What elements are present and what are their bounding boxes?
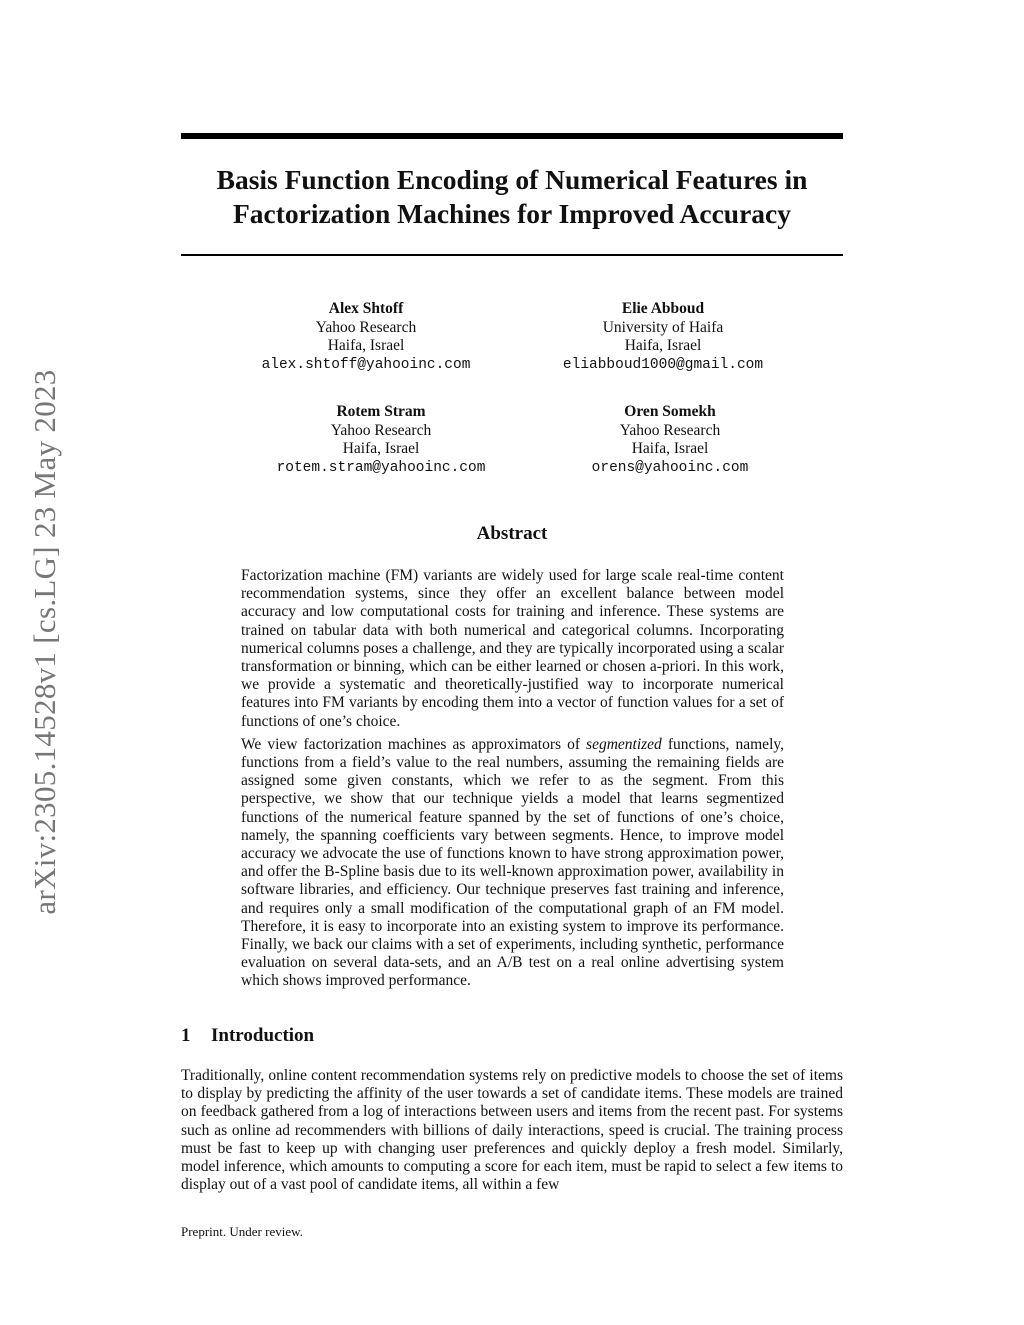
abstract-paragraph-2 xyxy=(241,736,784,991)
section-title: Introduction xyxy=(211,1025,315,1046)
author-location: Haifa, Israel xyxy=(624,337,702,354)
author-block-elie-abboud xyxy=(483,300,843,374)
author-location: Haifa, Israel xyxy=(631,440,709,457)
author-location: Haifa, Israel xyxy=(327,337,405,354)
abstract-p2-emphasis: segmentized xyxy=(586,735,662,753)
author-location: Haifa, Israel xyxy=(342,440,420,457)
author-name: Alex Shtoff xyxy=(328,300,404,317)
author-email[interactable]: alex.shtoff@yahooinc.com xyxy=(261,356,471,373)
title-bottom-rule xyxy=(181,254,843,256)
section-heading-introduction xyxy=(181,1024,314,1048)
title-top-rule xyxy=(181,133,843,139)
abstract-p2-lead: We view factorization machines as approximators of xyxy=(241,735,587,753)
paper-title xyxy=(181,163,843,231)
abstract-p2-rest: functions, namely, functions from a field’s value to the real numbers, assuming the remaining fields are assigned some given constants, which we refer to as the segment. From this perspective, we show that our technique yields a model that learns segmentized functions of the numerical feature spanned by the set of functions of one’s choice, namely, the spanning coefficients vary between segments. Hence, to improve model accuracy we advocate the use of functions known to have strong approximation power, and offer the B-Spline basis due to its well-known approximation power, availability in software libraries, and efficiency. Our technique preserves fast training and inference, and requires only a small modification of the computational graph of an FM model. Therefore, it is easy to incorporate into an existing system to improve its performance. Finally, we back our claims with a set of experiments, including synthetic, performance evaluation on several data-sets, and an A/B test on a real online advertising system which shows improved performance. xyxy=(241,735,784,990)
introduction-paragraph: Traditionally, online content recommendation systems rely on predictive models to choose the set of items to display by predicting the affinity of the user towards a set of candidate items. These models are trained on feedback gathered from a log of interactions between users and items from the recent past. For systems such as online ad recommenders with billions of daily interactions, speed is crucial. The training process must be fast to keep up with changing user preferences and quickly deploy a fresh model. Similarly, model inference, which amounts to computing a score for each item, must be rapid to select a few items to display out of a vast pool of candidate items, all within a few xyxy=(181,1067,843,1194)
author-affiliation: Yahoo Research xyxy=(619,421,721,439)
paper-title-line-2: Factorization Machines for Improved Accuracy xyxy=(232,198,792,229)
section-number: 1 xyxy=(181,1025,191,1046)
author-affiliation: Yahoo Research xyxy=(330,421,432,439)
footer-note: Preprint. Under review. xyxy=(181,1224,303,1239)
author-affiliation: University of Haifa xyxy=(602,318,724,336)
abstract-heading: Abstract xyxy=(476,523,548,544)
author-email[interactable]: orens@yahooinc.com xyxy=(591,459,749,476)
author-affiliation: Yahoo Research xyxy=(315,318,417,336)
author-email[interactable]: eliabboud1000@gmail.com xyxy=(562,356,764,373)
author-name: Oren Somekh xyxy=(624,403,716,420)
paper-title-line-1: Basis Function Encoding of Numerical Features in xyxy=(216,164,808,195)
author-name: Elie Abboud xyxy=(621,300,705,317)
author-block-oren-somekh xyxy=(490,403,850,477)
author-name: Rotem Stram xyxy=(336,403,426,420)
author-email[interactable]: rotem.stram@yahooinc.com xyxy=(276,459,486,476)
abstract-paragraph-1: Factorization machine (FM) variants are widely used for large scale real-time content recommendation systems, since they offer an excellent balance between model accuracy and low computational costs for training and inference. These systems are trained on tabular data with both numerical and categorical columns. Incorporating numerical columns poses a challenge, and they are typically incorporated using a scalar transformation or binning, which can be either learned or chosen a-priori. In this work, we provide a systematic and theoretically-justified way to incorporate numerical features into FM variants by encoding them into a vector of function values for a set of functions of one’s choice. xyxy=(241,567,784,730)
abstract-body xyxy=(241,567,784,996)
arxiv-identifier-text: arXiv:2305.14528v1 [cs.LG] 23 May 2023 xyxy=(27,369,62,915)
